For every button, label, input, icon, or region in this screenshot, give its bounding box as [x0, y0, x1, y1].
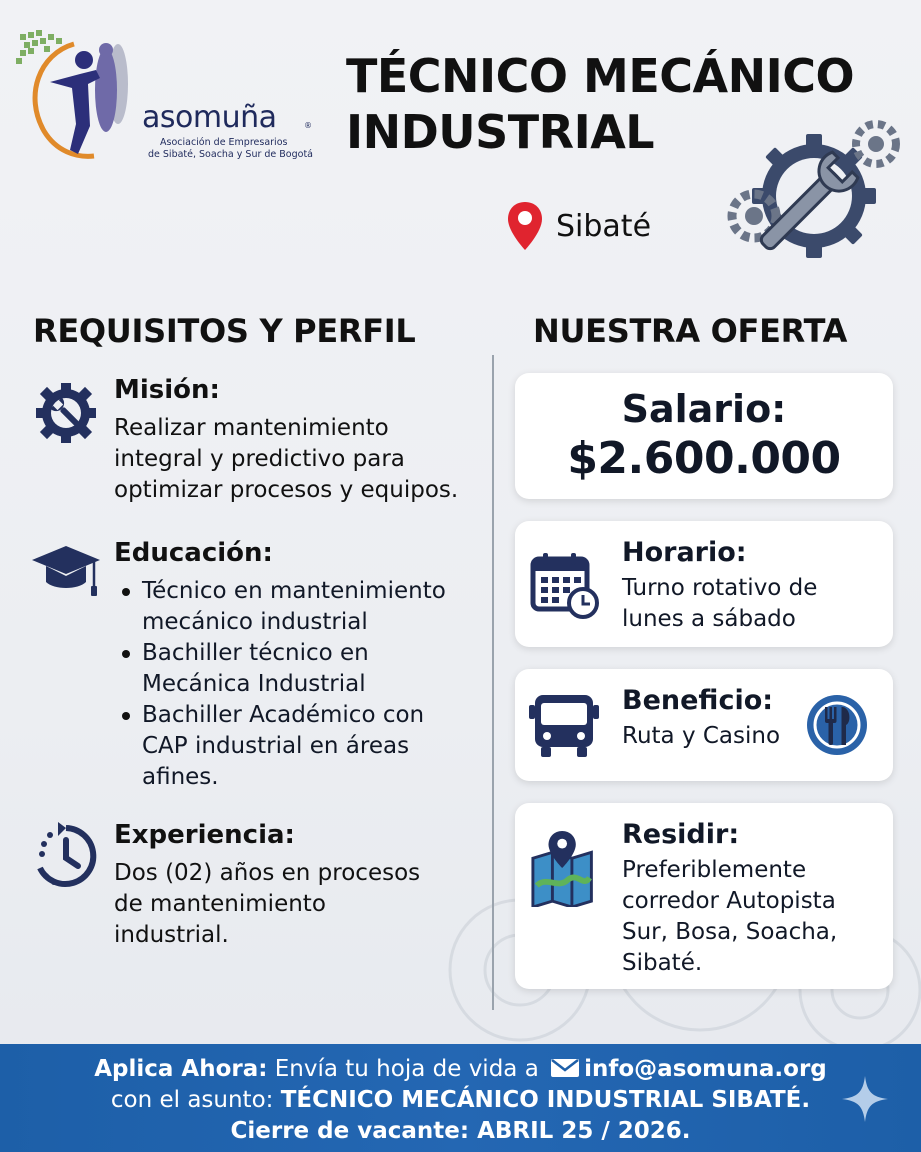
apply-footer: [0, 1044, 921, 1152]
educacion-item-line: CAP industrial en áreas: [142, 733, 410, 759]
logo-subtitle-line-1: Asociación de Empresarios: [160, 137, 288, 148]
experiencia-text-line: Dos (02) años en procesos: [114, 860, 421, 886]
educacion-item: [120, 576, 446, 638]
subject-line: [0, 1085, 921, 1116]
job-title-line-1: TÉCNICO MECÁNICO: [346, 49, 855, 103]
horario-title: Horario:: [622, 537, 747, 568]
asomuna-logo-mark: [14, 26, 154, 166]
beneficio-text-line: Ruta y Casino: [622, 723, 781, 749]
beneficio-title: Beneficio:: [622, 685, 774, 716]
beneficio-card: [515, 669, 893, 781]
sparkle-icon: [840, 1074, 890, 1124]
graduation-cap-icon: [30, 538, 102, 610]
salary-label: Salario:: [621, 387, 787, 431]
envelope-icon: [550, 1058, 580, 1078]
mision-text-line: Realizar mantenimiento: [114, 415, 389, 441]
salary-card: [515, 373, 893, 499]
location-pin-icon: [506, 200, 544, 252]
horario-card: [515, 521, 893, 647]
bus-icon: [529, 691, 599, 761]
residir-text-line: Sibaté.: [622, 950, 703, 976]
gears-wrench-icon: [724, 116, 904, 272]
residir-text-line: Sur, Bosa, Soacha,: [622, 919, 838, 945]
asomuna-logo: [14, 26, 314, 166]
mision-title: Misión:: [114, 375, 220, 405]
map-pin-icon: [529, 829, 607, 907]
job-title-line-2: INDUSTRIAL: [346, 105, 655, 159]
educacion-list: [120, 576, 446, 793]
experiencia-title: Experiencia:: [114, 820, 295, 850]
residir-title: Residir:: [622, 819, 740, 850]
logo-subtitle-line-2: de Sibaté, Soacha y Sur de Bogotá: [148, 149, 314, 160]
educacion-item-line: Técnico en mantenimiento: [142, 578, 446, 604]
apply-text: Envía tu hoja de vida a: [267, 1056, 547, 1082]
mision-text: [114, 413, 458, 506]
educacion-item: [120, 638, 446, 700]
educacion-title: Educación:: [114, 538, 273, 568]
location: [506, 200, 651, 252]
email-link[interactable]: info@asomuna.org: [584, 1056, 827, 1082]
subject-prefix: con el asunto:: [110, 1087, 281, 1113]
logo-registered-mark: ®: [304, 121, 312, 130]
apply-label: Aplica Ahora:: [94, 1056, 268, 1082]
salary-value: $2.600.000: [567, 433, 841, 484]
offer-heading: NUESTRA OFERTA: [533, 312, 848, 350]
closing-text: Cierre de vacante: ABRIL 25 / 2026.: [230, 1118, 691, 1144]
educacion-item-line: mecánico industrial: [142, 609, 368, 635]
location-label: Sibaté: [556, 208, 652, 244]
calendar-clock-icon: [529, 549, 599, 619]
requirements-heading: REQUISITOS Y PERFIL: [33, 312, 416, 350]
beneficio-text: [622, 721, 780, 752]
educacion-item-line: Mecánica Industrial: [142, 671, 366, 697]
column-divider: [492, 355, 494, 1010]
fork-knife-icon: [805, 693, 869, 757]
educacion-item: [120, 700, 446, 793]
experiencia-text-line: de mantenimiento: [114, 891, 326, 917]
closing-line: [0, 1116, 921, 1147]
horario-text-line: lunes a sábado: [622, 606, 796, 632]
residir-text-line: Preferiblemente: [622, 857, 807, 883]
logo-wordmark: asomuña: [142, 100, 277, 135]
clock-history-icon: [30, 820, 102, 892]
mision-text-line: optimizar procesos y equipos.: [114, 477, 459, 503]
residir-text: [622, 855, 837, 979]
horario-text: [622, 573, 817, 635]
experiencia-text: [114, 858, 420, 951]
educacion-item-line: Bachiller técnico en: [142, 640, 369, 666]
experiencia-text-line: industrial.: [114, 922, 229, 948]
apply-line: [0, 1054, 921, 1085]
educacion-item-line: Bachiller Académico con: [142, 702, 425, 728]
gear-wrench-icon: [30, 377, 102, 449]
residir-text-line: corredor Autopista: [622, 888, 836, 914]
horario-text-line: Turno rotativo de: [622, 575, 818, 601]
subject-text: TÉCNICO MECÁNICO INDUSTRIAL SIBATÉ.: [280, 1087, 811, 1113]
educacion-item-line: afines.: [142, 764, 219, 790]
mision-text-line: integral y predictivo para: [114, 446, 405, 472]
residir-card: [515, 803, 893, 989]
